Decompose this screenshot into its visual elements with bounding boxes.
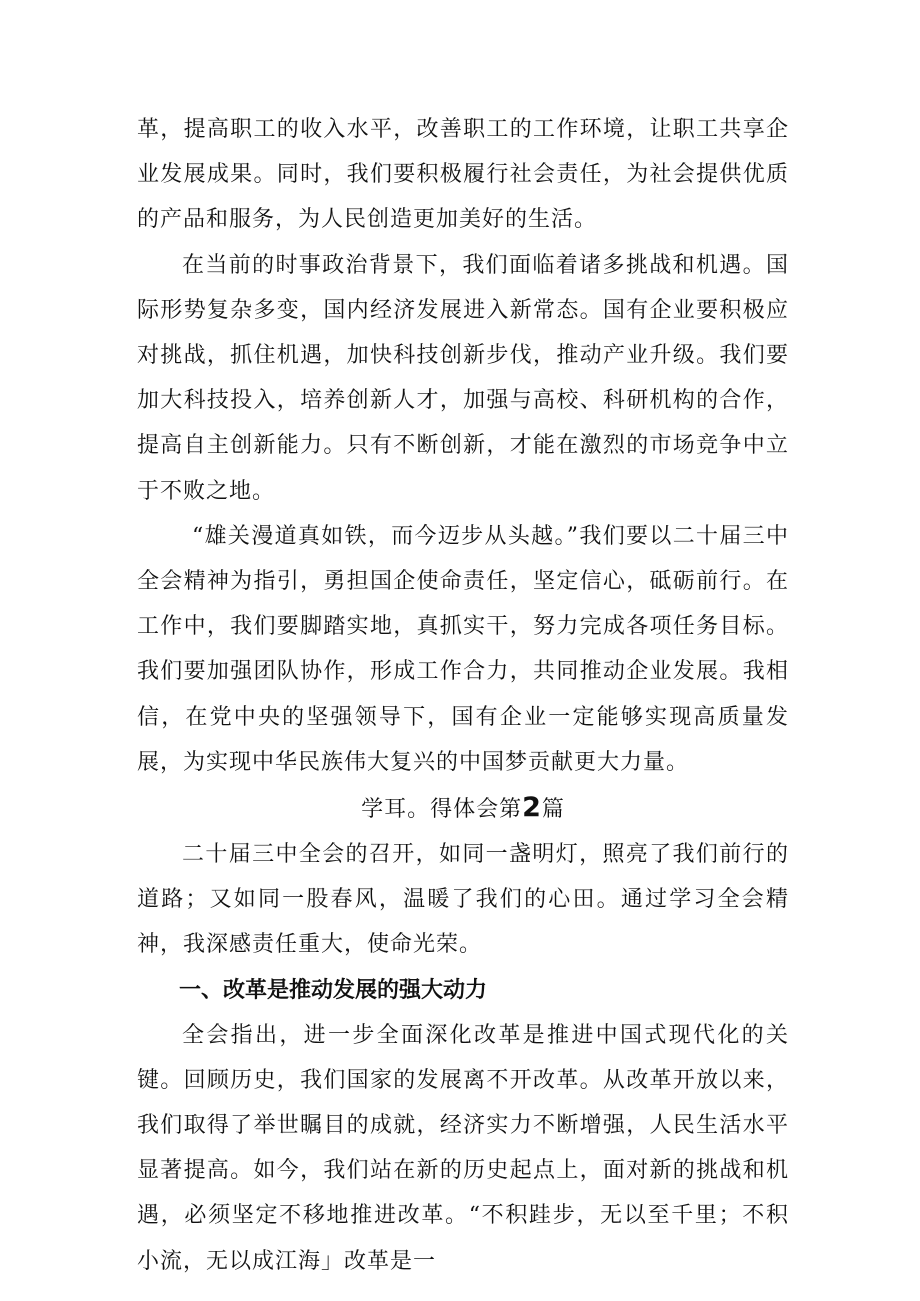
document-body [137,107,789,1284]
part-title-prefix: 学耳。得体会第 [361,797,523,823]
part-title-suffix: 篇 [541,797,565,823]
section-heading: 一、改革是推动发展的强大动力 [179,977,488,1003]
paragraph-intro: 二十届三中全会的召开，如同一盏明灯，照亮了我们前行的道路；又如同一股春风，温暖了我们的心田。通过学习全会精神，我深感责任重大，使命光荣。 [137,842,789,958]
part-title-number: 2 [522,792,542,824]
paragraph-quote-conclusion: “雄关漫道真如铁，而今迈步从头越。”我们要以二十届三中全会精神为指引，勇担国企使命责任，坚定信心，砥砺前行。在工作中，我们要脚踏实地，真抓实干，努力完成各项任务目标。我们要加强团队协作，形成工作合力，共同推动企业发展。我相信，在党中央的坚强领导下，国有企业一定能够实现高质量发展，为实现中华民族伟大复兴的中国梦贡献更大力量。 [137,523,789,775]
paragraph-current-affairs: 在当前的时事政治背景下，我们面临着诸多挑战和机遇。国际形势复杂多变，国内经济发展进入新常态。国有企业要积极应对挑战，抓住机遇，加快科技创新步伐，推动产业升级。我们要加大科技投入，培养创新人才，加强与高校、科研机构的合作，提高自主创新能力。只有不断创新，才能在激烈的市场竞争中立于不败之地。 [137,252,789,504]
paragraph-section-body: 全会指出，进一步全面深化改革是推进中国式现代化的关键。回顾历史，我们国家的发展离不开改革。从改革开放以来，我们取得了举世瞩目的成就，经济实力不断增强，人民生活水平显著提高。如今，我们站在新的历史起点上，面对新的挑战和机遇，必须坚定不移地推进改革。“不积跬步，无以至千里；不积小流，无以成江海」改革是一 [137,1022,789,1274]
paragraph-continuation: 革，提高职工的收入水平，改善职工的工作环境，让职工共享企业发展成果。同时，我们要积极履行社会责任，为社会提供优质的产品和服务，为人民创造更加美好的生活。 [137,117,789,233]
part-title [137,785,789,832]
